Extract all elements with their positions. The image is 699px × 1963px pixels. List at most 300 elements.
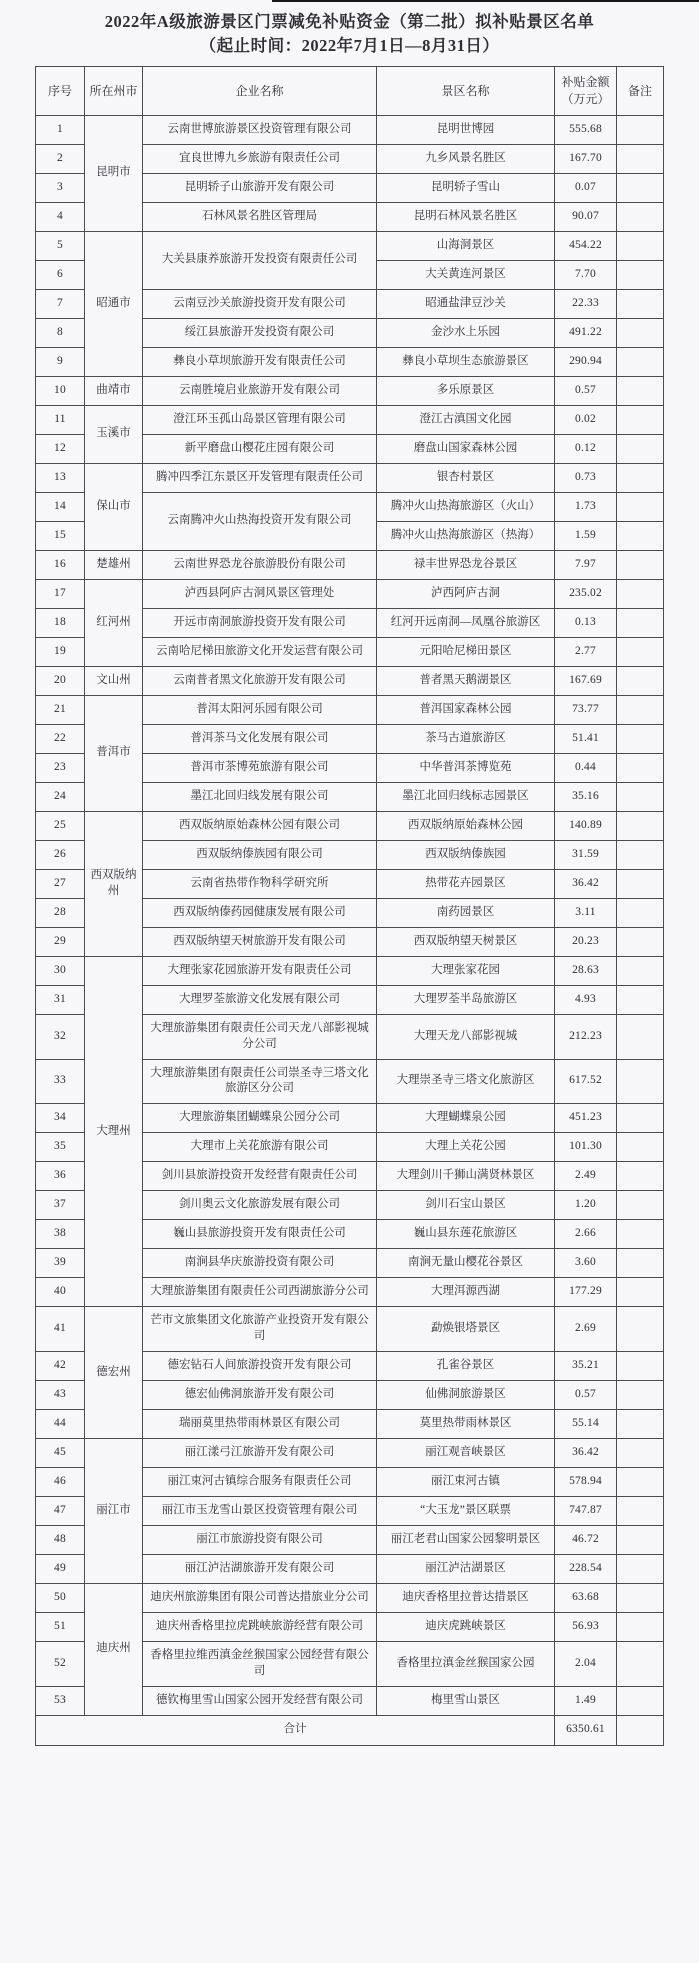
company-cell: 西双版纳傣族园有限公司 (143, 840, 377, 869)
company-cell: 开远市南洞旅游投资开发有限公司 (143, 608, 377, 637)
amount-cell: 4.93 (555, 985, 617, 1014)
remark-cell (617, 521, 664, 550)
header-row (36, 66, 664, 115)
table-row (36, 463, 664, 492)
remark-cell (617, 260, 664, 289)
scenic-cell: 迪庆虎跳峡景区 (377, 1613, 555, 1642)
row-number-cell: 46 (36, 1468, 85, 1497)
company-cell: 普洱茶马文化发展有限公司 (143, 724, 377, 753)
company-cell: 彝良小草坝旅游开发有限责任公司 (143, 347, 377, 376)
remark-cell (617, 608, 664, 637)
remark-cell (617, 1439, 664, 1468)
row-number-cell: 21 (36, 695, 85, 724)
scenic-cell: 昆明世博园 (377, 115, 555, 144)
scenic-cell: 彝良小草坝生态旅游景区 (377, 347, 555, 376)
row-number-cell: 48 (36, 1526, 85, 1555)
remark-cell (617, 1410, 664, 1439)
amount-cell: 3.11 (555, 898, 617, 927)
document-title (30, 10, 670, 58)
company-cell: 大理旅游集团有限责任公司西湖旅游分公司 (143, 1278, 377, 1307)
total-amount-cell: 6350.61 (555, 1715, 617, 1745)
amount-cell: 0.02 (555, 405, 617, 434)
amount-cell: 2.77 (555, 637, 617, 666)
prefecture-cell: 西双版纳州 (85, 811, 143, 956)
company-cell: 云南世博旅游景区投资管理有限公司 (143, 115, 377, 144)
company-cell: 西双版纳原始森林公园有限公司 (143, 811, 377, 840)
amount-cell: 212.23 (555, 1014, 617, 1059)
company-cell: 宜良世博九乡旅游有限责任公司 (143, 144, 377, 173)
total-row (36, 1715, 664, 1745)
row-number-cell: 47 (36, 1497, 85, 1526)
remark-cell (617, 550, 664, 579)
amount-cell: 290.94 (555, 347, 617, 376)
remark-cell (617, 115, 664, 144)
remark-cell (617, 666, 664, 695)
company-cell: 德钦梅里雪山国家公园开发经营有限公司 (143, 1686, 377, 1715)
header-cell-index: 序号 (36, 66, 85, 115)
row-number-cell: 22 (36, 724, 85, 753)
total-remark-cell (617, 1715, 664, 1745)
remark-cell (617, 1014, 664, 1059)
amount-cell: 0.13 (555, 608, 617, 637)
document-title-line2: （起止时间：2022年7月1日—8月31日） (199, 35, 500, 55)
amount-cell: 1.73 (555, 492, 617, 521)
row-number-cell: 18 (36, 608, 85, 637)
company-cell: 石林风景名胜区管理局 (143, 202, 377, 231)
row-number-cell: 20 (36, 666, 85, 695)
header-cell-amount: 补贴金额（万元） (555, 66, 617, 115)
row-number-cell: 26 (36, 840, 85, 869)
company-cell: 大理市上关花旅游有限公司 (143, 1133, 377, 1162)
remark-cell (617, 1059, 664, 1104)
amount-cell: 63.68 (555, 1584, 617, 1613)
company-cell: 剑川县旅游投资开发经营有限责任公司 (143, 1162, 377, 1191)
prefecture-cell: 大理州 (85, 956, 143, 1306)
row-number-cell: 39 (36, 1249, 85, 1278)
amount-cell: 35.16 (555, 782, 617, 811)
scenic-cell: 热带花卉园景区 (377, 869, 555, 898)
company-cell: 云南胜境启业旅游开发有限公司 (143, 376, 377, 405)
row-number-cell: 17 (36, 579, 85, 608)
prefecture-cell: 文山州 (85, 666, 143, 695)
amount-cell: 0.57 (555, 376, 617, 405)
row-number-cell: 43 (36, 1381, 85, 1410)
table-row (36, 1439, 664, 1468)
remark-cell (617, 1497, 664, 1526)
table-row (36, 666, 664, 695)
remark-cell (617, 840, 664, 869)
amount-cell: 2.66 (555, 1220, 617, 1249)
row-number-cell: 34 (36, 1104, 85, 1133)
scenic-cell: 红河开远南洞—凤凰谷旅游区 (377, 608, 555, 637)
row-number-cell: 15 (36, 521, 85, 550)
company-cell: 西双版纳望天树旅游开发有限公司 (143, 927, 377, 956)
company-cell: 云南普者黑文化旅游开发有限公司 (143, 666, 377, 695)
company-cell: 瑞丽莫里热带雨林景区有限公司 (143, 1410, 377, 1439)
scenic-cell: 南药园景区 (377, 898, 555, 927)
amount-cell: 1.49 (555, 1686, 617, 1715)
amount-cell: 3.60 (555, 1249, 617, 1278)
table-row (36, 1584, 664, 1613)
table-footer (36, 1715, 664, 1745)
remark-cell (617, 289, 664, 318)
remark-cell (617, 492, 664, 521)
amount-cell: 167.70 (555, 144, 617, 173)
scenic-cell: 金沙水上乐园 (377, 318, 555, 347)
prefecture-cell: 红河州 (85, 579, 143, 666)
row-number-cell: 14 (36, 492, 85, 521)
remark-cell (617, 405, 664, 434)
company-cell: 芒市文旅集团文化旅游产业投资开发有限公司 (143, 1307, 377, 1352)
remark-cell (617, 1162, 664, 1191)
row-number-cell: 37 (36, 1191, 85, 1220)
remark-cell (617, 1613, 664, 1642)
row-number-cell: 6 (36, 260, 85, 289)
amount-cell: 0.57 (555, 1381, 617, 1410)
scenic-cell: 昭通盐津豆沙关 (377, 289, 555, 318)
scenic-cell: 九乡风景名胜区 (377, 144, 555, 173)
scenic-cell: 腾冲火山热海旅游区（热海） (377, 521, 555, 550)
row-number-cell: 25 (36, 811, 85, 840)
amount-cell: 7.70 (555, 260, 617, 289)
table-row (36, 695, 664, 724)
amount-cell: 35.21 (555, 1352, 617, 1381)
company-cell: 迪庆州旅游集团有限公司普达措旅业分公司 (143, 1584, 377, 1613)
company-cell: 德宏钻石人间旅游投资开发有限公司 (143, 1352, 377, 1381)
remark-cell (617, 202, 664, 231)
scenic-cell: 莫里热带雨林景区 (377, 1410, 555, 1439)
remark-cell (617, 956, 664, 985)
row-number-cell: 42 (36, 1352, 85, 1381)
amount-cell: 235.02 (555, 579, 617, 608)
amount-cell: 56.93 (555, 1613, 617, 1642)
remark-cell (617, 347, 664, 376)
row-number-cell: 8 (36, 318, 85, 347)
amount-cell: 454.22 (555, 231, 617, 260)
scan-artifact-line (272, 0, 699, 2)
amount-cell: 491.22 (555, 318, 617, 347)
amount-cell: 7.97 (555, 550, 617, 579)
amount-cell: 167.69 (555, 666, 617, 695)
row-number-cell: 11 (36, 405, 85, 434)
company-cell: 西双版纳傣药园健康发展有限公司 (143, 898, 377, 927)
company-cell: 剑川奥云文化旅游发展有限公司 (143, 1191, 377, 1220)
scenic-cell: 多乐原景区 (377, 376, 555, 405)
scenic-cell: 昆明石林风景名胜区 (377, 202, 555, 231)
company-cell: 丽江束河古镇综合服务有限责任公司 (143, 1468, 377, 1497)
row-number-cell: 9 (36, 347, 85, 376)
scenic-cell: 南涧无量山樱花谷景区 (377, 1249, 555, 1278)
table-row (36, 956, 664, 985)
amount-cell: 2.69 (555, 1307, 617, 1352)
scenic-cell: 大理罗荃半岛旅游区 (377, 985, 555, 1014)
amount-cell: 73.77 (555, 695, 617, 724)
total-label-cell: 合计 (36, 1715, 555, 1745)
remark-cell (617, 637, 664, 666)
scenic-cell: 剑川石宝山景区 (377, 1191, 555, 1220)
amount-cell: 1.59 (555, 521, 617, 550)
company-cell: 云南省热带作物科学研究所 (143, 869, 377, 898)
row-number-cell: 36 (36, 1162, 85, 1191)
subsidy-table (35, 66, 664, 1746)
prefecture-cell: 德宏州 (85, 1307, 143, 1439)
prefecture-cell: 曲靖市 (85, 376, 143, 405)
company-cell: 丽江泸沽湖旅游开发有限公司 (143, 1555, 377, 1584)
amount-cell: 0.44 (555, 753, 617, 782)
table-row (36, 231, 664, 260)
row-number-cell: 53 (36, 1686, 85, 1715)
row-number-cell: 41 (36, 1307, 85, 1352)
scenic-cell: 孔雀谷景区 (377, 1352, 555, 1381)
remark-cell (617, 1642, 664, 1687)
amount-cell: 36.42 (555, 869, 617, 898)
company-cell: 云南哈尼梯田旅游文化开发运营有限公司 (143, 637, 377, 666)
header-cell-city: 所在州市 (85, 66, 143, 115)
amount-cell: 555.68 (555, 115, 617, 144)
company-cell: 泸西县阿庐古洞风景区管理处 (143, 579, 377, 608)
row-number-cell: 1 (36, 115, 85, 144)
company-cell: 大理旅游集团有限责任公司天龙八部影视城分公司 (143, 1014, 377, 1059)
table-row (36, 115, 664, 144)
remark-cell (617, 869, 664, 898)
scenic-cell: 茶马古道旅游区 (377, 724, 555, 753)
amount-cell: 747.87 (555, 1497, 617, 1526)
table-row (36, 1307, 664, 1352)
row-number-cell: 32 (36, 1014, 85, 1059)
scenic-cell: 昆明轿子雪山 (377, 173, 555, 202)
scenic-cell: 大理崇圣寺三塔文化旅游区 (377, 1059, 555, 1104)
remark-cell (617, 318, 664, 347)
remark-cell (617, 1381, 664, 1410)
document-title-line1: 2022年A级旅游景区门票减免补贴资金（第二批）拟补贴景区名单 (104, 12, 595, 31)
company-cell: 昆明轿子山旅游开发有限公司 (143, 173, 377, 202)
amount-cell: 177.29 (555, 1278, 617, 1307)
scenic-cell: 山海洞景区 (377, 231, 555, 260)
scenic-cell: “大玉龙”景区联票 (377, 1497, 555, 1526)
row-number-cell: 3 (36, 173, 85, 202)
scenic-cell: 仙佛洞旅游景区 (377, 1381, 555, 1410)
scenic-cell: 丽江观音峡景区 (377, 1439, 555, 1468)
amount-cell: 31.59 (555, 840, 617, 869)
row-number-cell: 44 (36, 1410, 85, 1439)
table-row (36, 550, 664, 579)
row-number-cell: 29 (36, 927, 85, 956)
scenic-cell: 丽江泸沽湖景区 (377, 1555, 555, 1584)
row-number-cell: 5 (36, 231, 85, 260)
row-number-cell: 16 (36, 550, 85, 579)
remark-cell (617, 463, 664, 492)
row-number-cell: 49 (36, 1555, 85, 1584)
amount-cell: 90.07 (555, 202, 617, 231)
remark-cell (617, 1526, 664, 1555)
amount-cell: 0.07 (555, 173, 617, 202)
scenic-cell: 腾冲火山热海旅游区（火山） (377, 492, 555, 521)
row-number-cell: 51 (36, 1613, 85, 1642)
remark-cell (617, 753, 664, 782)
remark-cell (617, 724, 664, 753)
scenic-cell: 勐焕银塔景区 (377, 1307, 555, 1352)
row-number-cell: 13 (36, 463, 85, 492)
remark-cell (617, 927, 664, 956)
remark-cell (617, 1352, 664, 1381)
remark-cell (617, 231, 664, 260)
scenic-cell: 丽江老君山国家公园黎明景区 (377, 1526, 555, 1555)
company-cell: 迪庆州香格里拉虎跳峡旅游经营有限公司 (143, 1613, 377, 1642)
row-number-cell: 4 (36, 202, 85, 231)
row-number-cell: 50 (36, 1584, 85, 1613)
scenic-cell: 香格里拉滇金丝猴国家公园 (377, 1642, 555, 1687)
remark-cell (617, 1191, 664, 1220)
remark-cell (617, 579, 664, 608)
remark-cell (617, 782, 664, 811)
amount-cell: 28.63 (555, 956, 617, 985)
row-number-cell: 31 (36, 985, 85, 1014)
remark-cell (617, 1220, 664, 1249)
company-cell: 丽江市旅游投资有限公司 (143, 1526, 377, 1555)
amount-cell: 2.04 (555, 1642, 617, 1687)
row-number-cell: 45 (36, 1439, 85, 1468)
header-cell-scenic: 景区名称 (377, 66, 555, 115)
remark-cell (617, 1555, 664, 1584)
amount-cell: 46.72 (555, 1526, 617, 1555)
company-cell: 云南腾冲火山热海投资开发有限公司 (143, 492, 377, 550)
scenic-cell: 丽江束河古镇 (377, 1468, 555, 1497)
scenic-cell: 大关黄连河景区 (377, 260, 555, 289)
row-number-cell: 2 (36, 144, 85, 173)
table-row (36, 376, 664, 405)
row-number-cell: 27 (36, 869, 85, 898)
remark-cell (617, 811, 664, 840)
scenic-cell: 西双版纳傣族园 (377, 840, 555, 869)
company-cell: 南涧县华庆旅游投资有限公司 (143, 1249, 377, 1278)
row-number-cell: 7 (36, 289, 85, 318)
remark-cell (617, 376, 664, 405)
amount-cell: 578.94 (555, 1468, 617, 1497)
amount-cell: 0.12 (555, 434, 617, 463)
scenic-cell: 大理蝴蝶泉公园 (377, 1104, 555, 1133)
prefecture-cell: 玉溪市 (85, 405, 143, 463)
remark-cell (617, 1133, 664, 1162)
prefecture-cell: 昭通市 (85, 231, 143, 376)
table-header (36, 66, 664, 115)
prefecture-cell: 丽江市 (85, 1439, 143, 1584)
company-cell: 绥江县旅游开发投资有限公司 (143, 318, 377, 347)
scenic-cell: 澄江古滇国文化园 (377, 405, 555, 434)
scenic-cell: 大理张家花园 (377, 956, 555, 985)
scenic-cell: 泸西阿庐古洞 (377, 579, 555, 608)
company-cell: 大理罗荃旅游文化发展有限公司 (143, 985, 377, 1014)
table-body (36, 115, 664, 1715)
amount-cell: 451.23 (555, 1104, 617, 1133)
row-number-cell: 52 (36, 1642, 85, 1687)
company-cell: 大关县康养旅游开发投资有限责任公司 (143, 231, 377, 289)
amount-cell: 228.54 (555, 1555, 617, 1584)
company-cell: 大理旅游集团蝴蝶泉公园分公司 (143, 1104, 377, 1133)
amount-cell: 51.41 (555, 724, 617, 753)
amount-cell: 22.33 (555, 289, 617, 318)
table-row (36, 579, 664, 608)
prefecture-cell: 保山市 (85, 463, 143, 550)
header-cell-company: 企业名称 (143, 66, 377, 115)
company-cell: 丽江漾弓江旅游开发有限公司 (143, 1439, 377, 1468)
header-cell-remark: 备注 (617, 66, 664, 115)
row-number-cell: 28 (36, 898, 85, 927)
company-cell: 墨江北回归线发展有限公司 (143, 782, 377, 811)
company-cell: 云南世界恐龙谷旅游股份有限公司 (143, 550, 377, 579)
row-number-cell: 24 (36, 782, 85, 811)
remark-cell (617, 144, 664, 173)
row-number-cell: 23 (36, 753, 85, 782)
remark-cell (617, 1249, 664, 1278)
remark-cell (617, 1104, 664, 1133)
prefecture-cell: 迪庆州 (85, 1584, 143, 1716)
amount-cell: 140.89 (555, 811, 617, 840)
company-cell: 大理旅游集团有限责任公司崇圣寺三塔文化旅游区分公司 (143, 1059, 377, 1104)
scenic-cell: 西双版纳原始森林公园 (377, 811, 555, 840)
company-cell: 大理张家花园旅游开发有限责任公司 (143, 956, 377, 985)
scenic-cell: 禄丰世界恐龙谷景区 (377, 550, 555, 579)
prefecture-cell: 楚雄州 (85, 550, 143, 579)
prefecture-cell: 普洱市 (85, 695, 143, 811)
remark-cell (617, 1278, 664, 1307)
remark-cell (617, 1307, 664, 1352)
remark-cell (617, 1468, 664, 1497)
remark-cell (617, 898, 664, 927)
scenic-cell: 迪庆香格里拉普达措景区 (377, 1584, 555, 1613)
company-cell: 巍山县旅游投资开发有限责任公司 (143, 1220, 377, 1249)
company-cell: 云南豆沙关旅游投资开发有限公司 (143, 289, 377, 318)
scenic-cell: 磨盘山国家森林公园 (377, 434, 555, 463)
scenic-cell: 普洱国家森林公园 (377, 695, 555, 724)
amount-cell: 2.49 (555, 1162, 617, 1191)
company-cell: 新平磨盘山樱花庄园有限公司 (143, 434, 377, 463)
remark-cell (617, 434, 664, 463)
scenic-cell: 梅里雪山景区 (377, 1686, 555, 1715)
table-row (36, 405, 664, 434)
row-number-cell: 10 (36, 376, 85, 405)
remark-cell (617, 1686, 664, 1715)
amount-cell: 1.20 (555, 1191, 617, 1220)
scenic-cell: 中华普洱茶博览苑 (377, 753, 555, 782)
amount-cell: 101.30 (555, 1133, 617, 1162)
row-number-cell: 33 (36, 1059, 85, 1104)
amount-cell: 20.23 (555, 927, 617, 956)
remark-cell (617, 985, 664, 1014)
scenic-cell: 大理洱源西湖 (377, 1278, 555, 1307)
company-cell: 丽江市玉龙雪山景区投资管理有限公司 (143, 1497, 377, 1526)
company-cell: 澄江环玉孤山岛景区管理有限公司 (143, 405, 377, 434)
scenic-cell: 元阳哈尼梯田景区 (377, 637, 555, 666)
row-number-cell: 30 (36, 956, 85, 985)
remark-cell (617, 1584, 664, 1613)
amount-cell: 55.14 (555, 1410, 617, 1439)
scenic-cell: 普者黑天鹅湖景区 (377, 666, 555, 695)
scenic-cell: 银杏村景区 (377, 463, 555, 492)
company-cell: 德宏仙佛洞旅游开发有限公司 (143, 1381, 377, 1410)
scenic-cell: 西双版纳望天树景区 (377, 927, 555, 956)
prefecture-cell: 昆明市 (85, 115, 143, 231)
scenic-cell: 巍山县东莲花旅游区 (377, 1220, 555, 1249)
company-cell: 普洱市茶博苑旅游有限公司 (143, 753, 377, 782)
scenic-cell: 大理天龙八部影视城 (377, 1014, 555, 1059)
row-number-cell: 35 (36, 1133, 85, 1162)
company-cell: 普洱太阳河乐园有限公司 (143, 695, 377, 724)
row-number-cell: 38 (36, 1220, 85, 1249)
amount-cell: 36.42 (555, 1439, 617, 1468)
amount-cell: 617.52 (555, 1059, 617, 1104)
company-cell: 腾冲四季江东景区开发管理有限责任公司 (143, 463, 377, 492)
scenic-cell: 大理上关花公园 (377, 1133, 555, 1162)
